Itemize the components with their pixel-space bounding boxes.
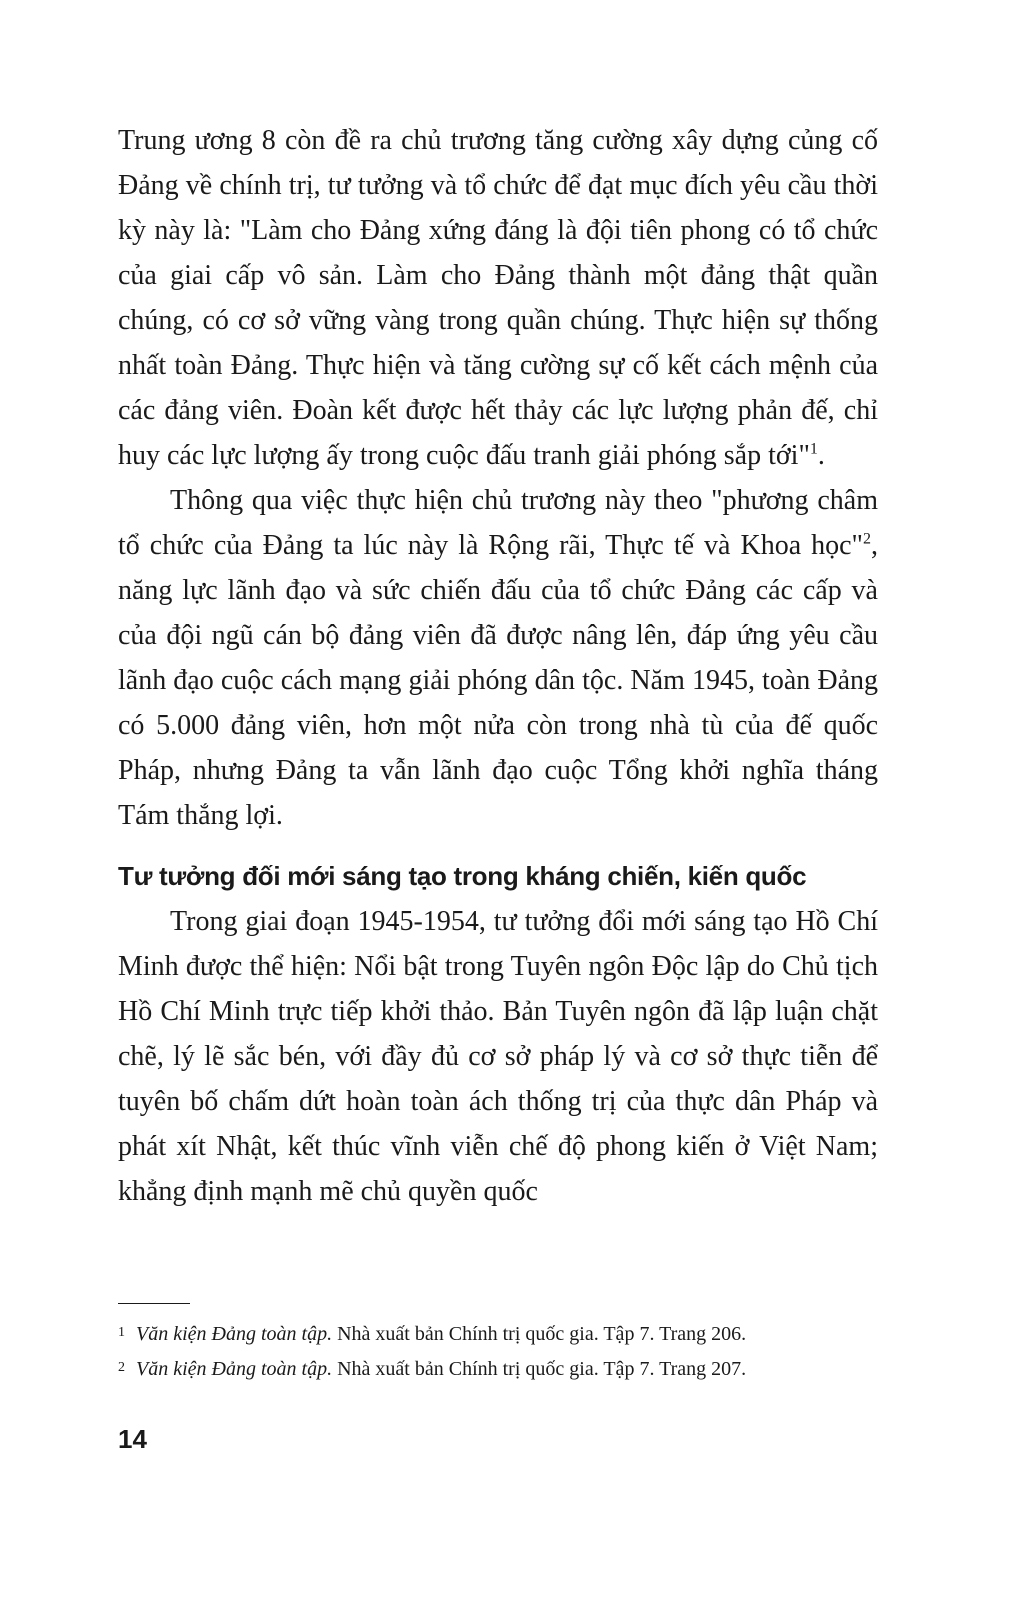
paragraph-2-tail: , năng lực lãnh đạo và sức chiến đấu của tổ chức Đảng các cấp và của đội ngũ cán bộ đảng viên đã được nâng lên, đáp ứng yêu cầu lãnh đạo cuộc cách mạng giải phóng dân tộc. Năm 1945, toàn Đảng có 5.000 đảng viên, hơn một nửa còn trong nhà tù của đế quốc Pháp, nhưng Đảng ta vẫn lãnh đạo cuộc Tổng khởi nghĩa tháng Tám thắng lợi.: [118, 530, 878, 831]
footnote-2: [118, 1351, 918, 1386]
section-heading: Tư tưởng đối mới sáng tạo trong kháng chiến, kiến quốc: [118, 861, 807, 891]
section-paragraph: Trong giai đoạn 1945-1954, tư tưởng đổi mới sáng tạo Hồ Chí Minh được thể hiện: Nổi bật trong Tuyên ngôn Độc lập do Chủ tịch Hồ Chí Minh trực tiếp khởi thảo. Bản Tuyên ngôn đã lập luận chặt chẽ, lý lẽ sắc bén, với đầy đủ cơ sở pháp lý và cơ sở thực tiễn để tuyên bố chấm dứt hoàn toàn ách thống trị của thực dân Pháp và phát xít Nhật, kết thúc vĩnh viễn chế độ phong kiến ở Việt Nam; khẳng định mạnh mẽ chủ quyền quốc: [118, 906, 878, 1207]
footnote-2-number: 2: [118, 1360, 125, 1375]
footnote-1-source: Nhà xuất bản Chính trị quốc gia. Tập 7. Trang 206.: [332, 1323, 747, 1345]
page-number: 14: [118, 1424, 147, 1454]
footnote-1-title: Văn kiện Đảng toàn tập.: [136, 1323, 333, 1345]
footnote-ref-1: 1: [809, 440, 818, 458]
footnotes: [118, 1316, 918, 1386]
body-text: [118, 118, 878, 1214]
paragraph-1-tail: .: [817, 440, 825, 471]
footnote-divider: [118, 1303, 190, 1304]
paragraph-2: [118, 478, 878, 838]
footnote-2-source: Nhà xuất bản Chính trị quốc gia. Tập 7. Trang 207.: [332, 1358, 747, 1380]
footnote-1-number: 1: [118, 1325, 125, 1340]
paragraph-2-text: Thông qua việc thực hiện chủ trương này theo "phương châm tổ chức của Đảng ta lúc này là Rộng rãi, Thực tế và Khoa học": [118, 485, 878, 561]
footnote-2-title: Văn kiện Đảng toàn tập.: [136, 1358, 333, 1380]
footnote-ref-2: 2: [863, 530, 871, 548]
paragraph-1-text: Trung ương 8 còn đề ra chủ trương tăng cường xây dựng củng cố Đảng về chính trị, tư tưởng và tổ chức để đạt mục đích yêu cầu thời kỳ này là: "Làm cho Đảng xứng đáng là đội tiên phong có tổ chức của giai cấp vô sản. Làm cho Đảng thành một đảng thật quần chúng, có cơ sở vững vàng trong quần chúng. Thực hiện sự thống nhất toàn Đảng. Thực hiện và tăng cường sự cố kết cách mệnh của các đảng viên. Đoàn kết được hết thảy các lực lượng phản đế, chỉ huy các lực lượng ấy trong cuộc đấu tranh giải phóng sắp tới": [118, 125, 878, 471]
paragraph-1: [118, 118, 878, 478]
footnote-1: [118, 1316, 918, 1351]
